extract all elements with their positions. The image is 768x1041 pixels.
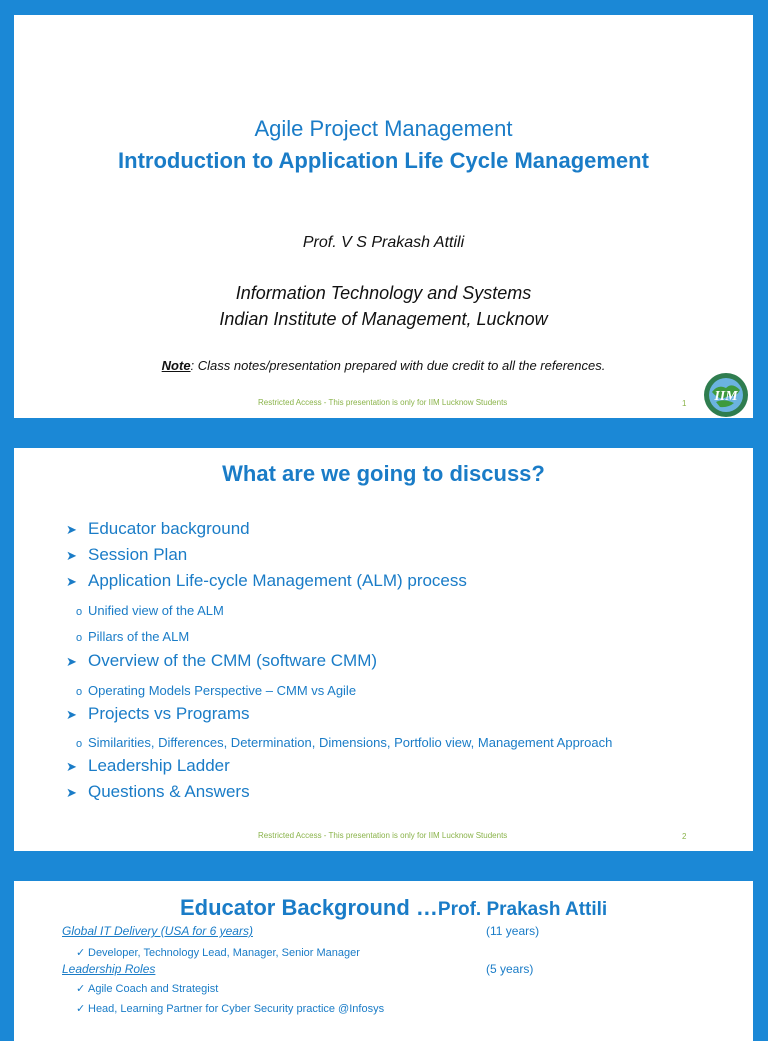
slide-2	[14, 448, 753, 851]
arrow-bullet-icon: ➤	[66, 759, 77, 774]
agenda-item: ➤ Educator background	[66, 519, 250, 538]
role-years: (11 years)	[486, 924, 540, 938]
slide-footer: Restricted Access - This presentation is only for IIM Lucknow Students	[258, 831, 508, 840]
agenda-item: ➤ Application Life-cycle Management (ALM) process	[66, 571, 467, 590]
role-detail: ✓ Head, Learning Partner for Cyber Security practice @Infosys	[76, 1003, 385, 1015]
circle-bullet-icon: o	[76, 606, 83, 618]
educator-title	[180, 895, 607, 921]
note-label: Note	[161, 358, 191, 373]
page-number: 1	[682, 399, 687, 408]
checkmark-icon: ✓	[76, 983, 86, 995]
department-name: Information Technology and Systems	[235, 283, 532, 303]
role-heading-leadership: Leadership Roles	[62, 962, 156, 976]
arrow-bullet-icon: ➤	[66, 707, 77, 722]
arrow-bullet-icon: ➤	[66, 654, 77, 669]
presenter-name: Prof. V S Prakash Attili	[302, 234, 465, 251]
logo-text: IIM	[714, 389, 738, 404]
agenda-item: ➤ Session Plan	[66, 545, 188, 564]
agenda-item: ➤ Questions & Answers	[66, 782, 250, 801]
agenda-subitem: o Operating Models Perspective – CMM vs Agile	[76, 683, 357, 698]
role-detail: ✓ Developer, Technology Lead, Manager, Senior Manager	[76, 947, 360, 959]
slide-1	[14, 15, 753, 418]
institute-name: Indian Institute of Management, Lucknow	[219, 309, 548, 329]
role-detail: ✓ Agile Coach and Strategist	[76, 983, 219, 995]
arrow-bullet-icon: ➤	[66, 574, 77, 589]
circle-bullet-icon: o	[76, 632, 83, 644]
role-heading-global-it: Global IT Delivery (USA for 6 years)	[62, 924, 253, 938]
agenda-item: ➤ Leadership Ladder	[66, 756, 230, 775]
educator-title-main: Educator Background …	[180, 895, 438, 920]
arrow-bullet-icon: ➤	[66, 522, 77, 537]
agenda-title: What are we going to discuss?	[222, 461, 545, 486]
note-line	[14, 358, 753, 373]
agenda-subitem: o Unified view of the ALM	[76, 603, 224, 618]
circle-bullet-icon: o	[76, 738, 83, 750]
iim-logo	[702, 372, 750, 418]
slide-title-line1: Agile Project Management	[254, 116, 513, 141]
slide-footer: Restricted Access - This presentation is only for IIM Lucknow Students	[258, 398, 508, 407]
page-number: 2	[682, 832, 687, 841]
slide-title-line2: Introduction to Application Life Cycle Management	[118, 148, 649, 173]
role-years: (5 years)	[486, 962, 534, 976]
agenda-subitem: o Similarities, Differences, Determination, Dimensions, Portfolio view, Management Approach	[76, 735, 613, 750]
note-text: : Class notes/presentation prepared with due credit to all the references.	[190, 358, 606, 373]
slide-3	[14, 881, 753, 1041]
arrow-bullet-icon: ➤	[66, 548, 77, 563]
agenda-item: ➤ Overview of the CMM (software CMM)	[66, 651, 378, 670]
checkmark-icon: ✓	[76, 947, 86, 959]
checkmark-icon: ✓	[76, 1003, 86, 1015]
circle-bullet-icon: o	[76, 686, 83, 698]
agenda-subitem: o Pillars of the ALM	[76, 629, 190, 644]
agenda-item: ➤ Projects vs Programs	[66, 704, 250, 723]
educator-title-sub: Prof. Prakash Attili	[437, 899, 608, 920]
arrow-bullet-icon: ➤	[66, 785, 77, 800]
